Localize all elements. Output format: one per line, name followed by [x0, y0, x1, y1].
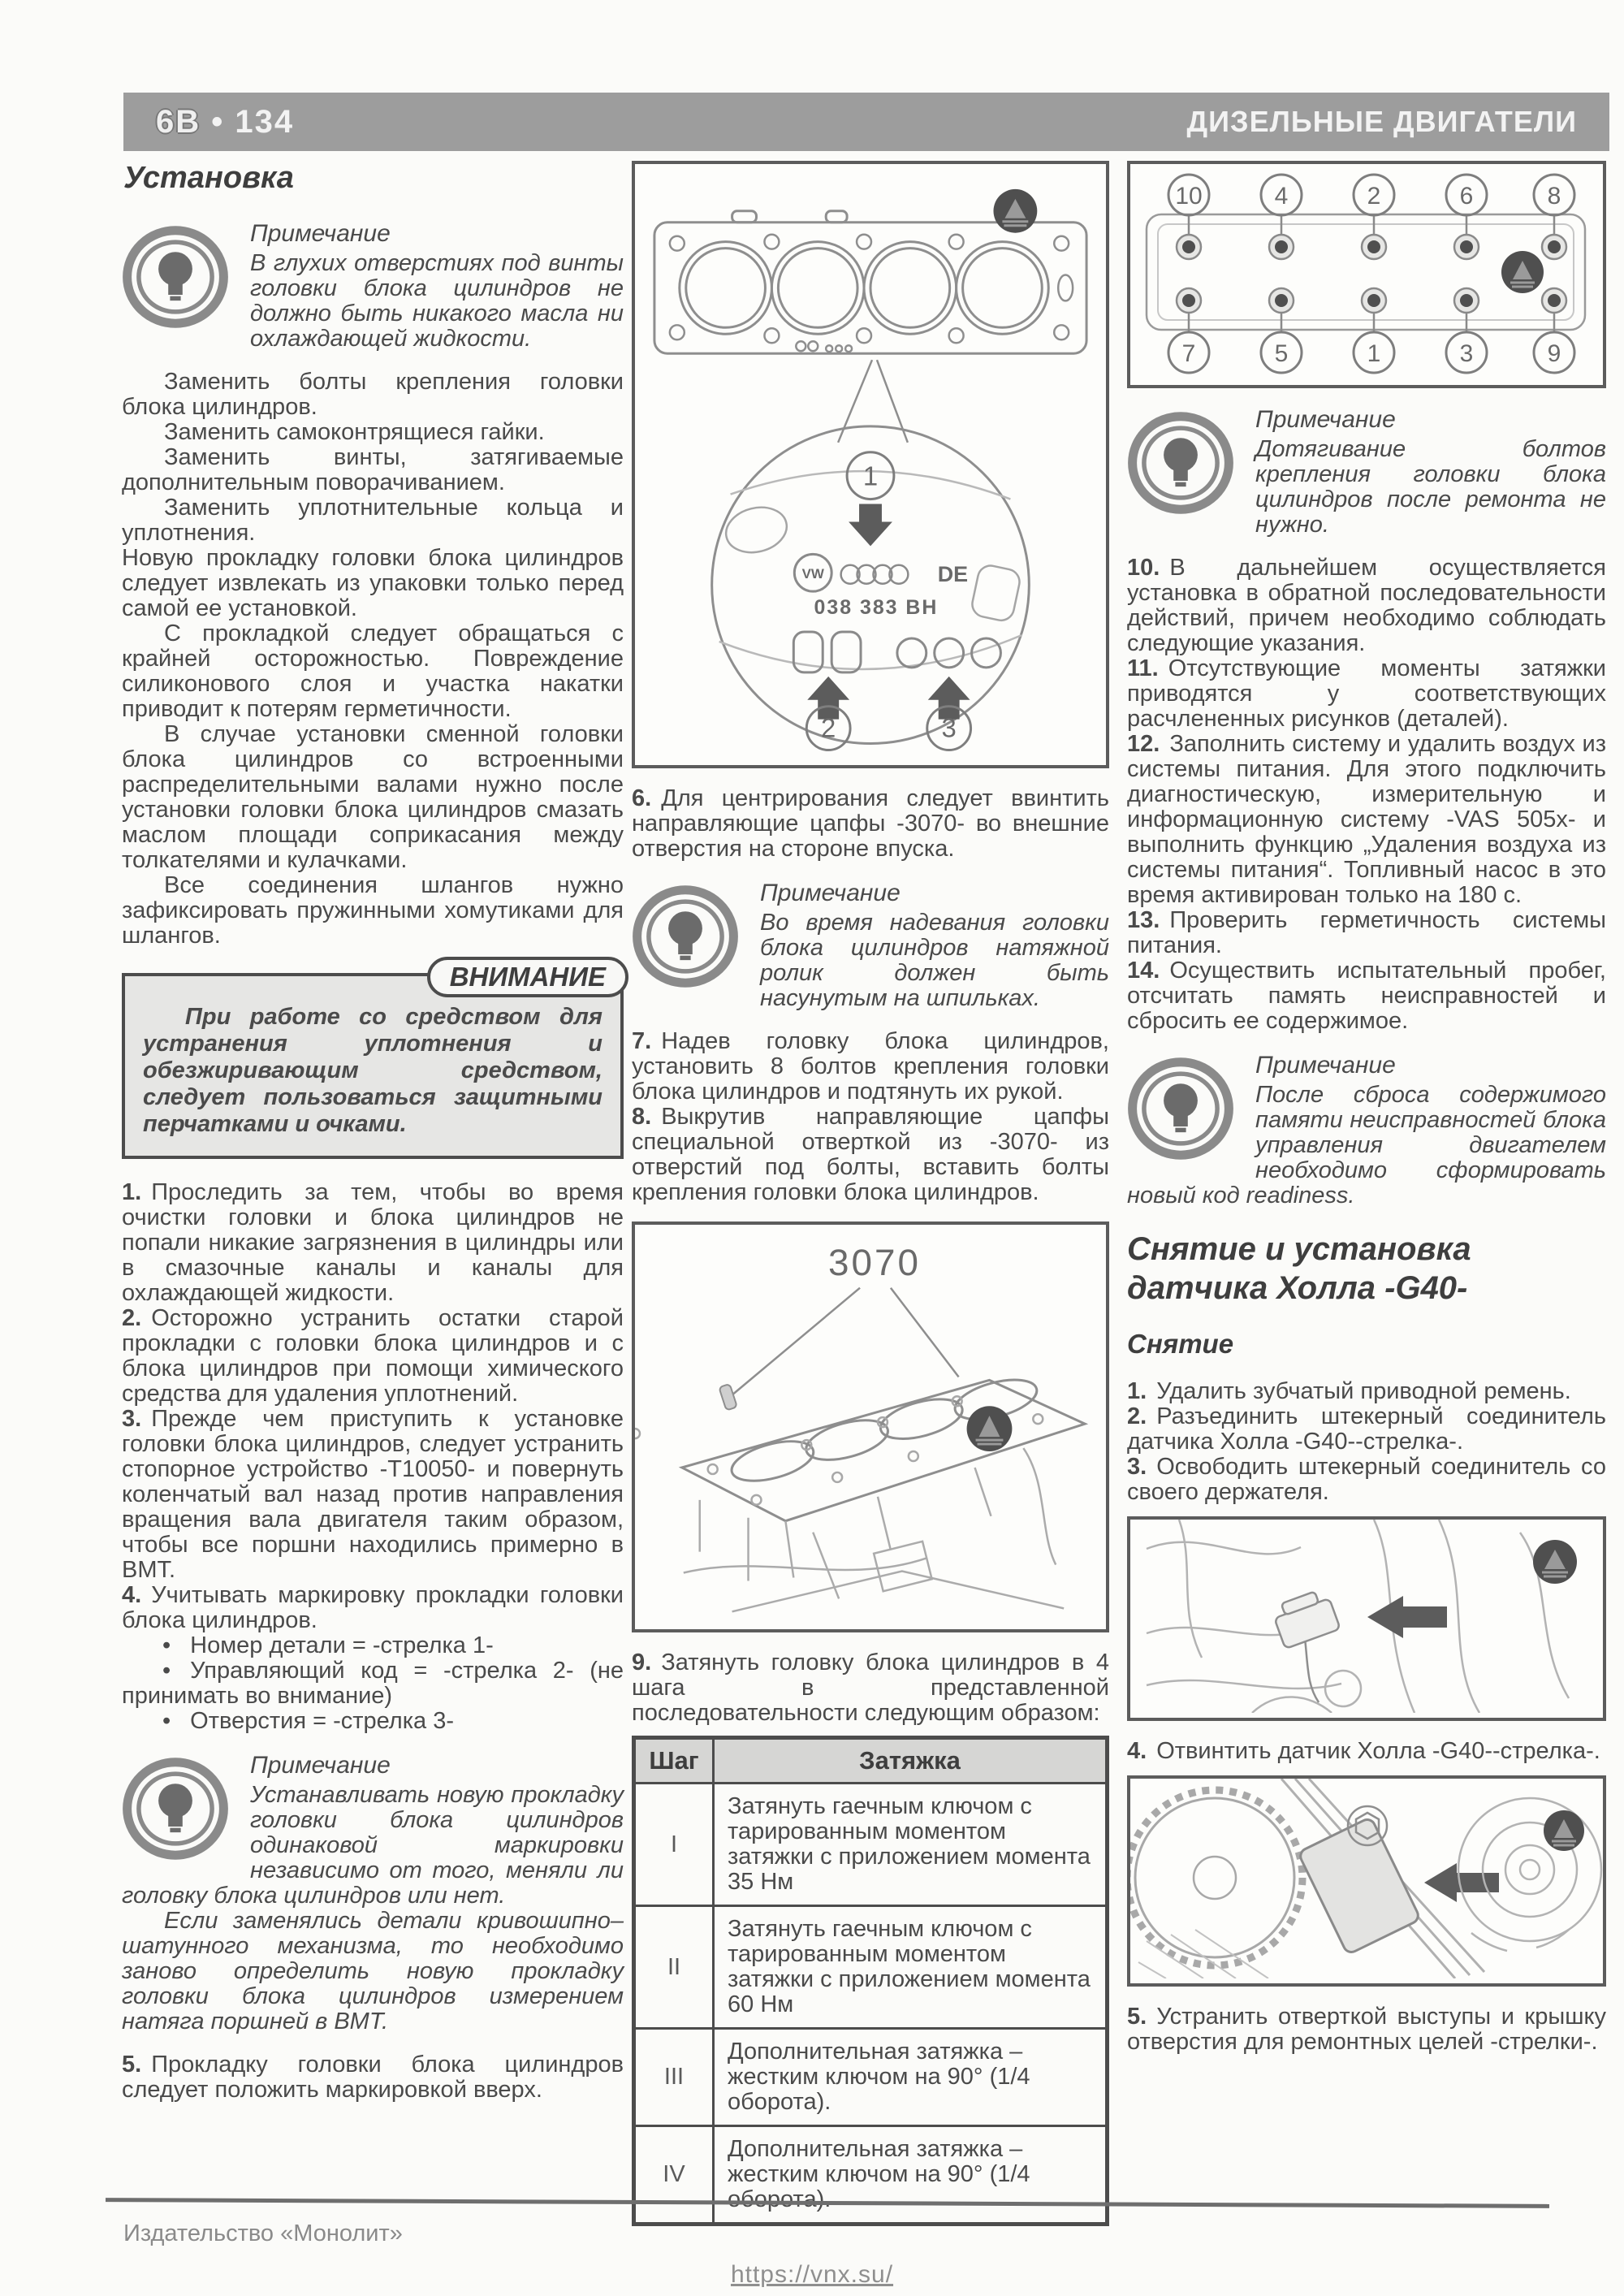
- note-label: Примечание: [250, 1752, 391, 1779]
- warning-label: ВНИМАНИЕ: [427, 957, 628, 997]
- tool-number: 3070: [828, 1241, 921, 1283]
- svg-text:3: 3: [1459, 340, 1474, 367]
- label-lines: [731, 1288, 959, 1397]
- svg-text:VW: VW: [801, 566, 824, 582]
- guide-pins-drawing: [635, 1225, 1106, 1623]
- numbered-step: 4. Отвинтить датчик Холла -G40--стрелка-.: [1127, 1738, 1600, 1764]
- guide-pin: [719, 1384, 737, 1411]
- note-text: После сброса содержимого памяти неисправностей блока управления двигателем необходимо сформировать новый код readiness.: [1127, 1082, 1606, 1209]
- numbered-step: 11. Отсутствующие моменты затяжки приводятся у соответствующих расчлененных рисунков (деталей).: [1127, 655, 1606, 732]
- numbered-step: 3. Прежде чем приступить к установке головки блока цилиндров, следует устранить стопорное устройство -Т10050- и повернуть коленчатый вал назад против направления вращения вала двигателя таким образом, чтобы все поршни находились примерно в ВМТ.: [122, 1406, 624, 1583]
- section-title: Снятие и установка датчика Холла -G40-: [1127, 1231, 1471, 1306]
- table-row: II Затянуть гаечным ключом с тарированным моментом затяжки с приложением момента 60 Нм: [634, 1906, 1108, 2029]
- svg-text:5: 5: [1274, 340, 1289, 367]
- table-row: IV Дополнительная затяжка – жестким ключом на 90° (1/4 оборота).: [634, 2126, 1108, 2225]
- watermark-icon: [993, 189, 1037, 233]
- section-heading: Установка: [123, 161, 294, 195]
- svg-text:8: 8: [1547, 183, 1561, 210]
- timing-gear: [1130, 1790, 1302, 1965]
- bullet-dot: •: [162, 1632, 171, 1658]
- column-header: Шаг: [634, 1738, 714, 1784]
- paragraph: Заменить самоконтрящиеся гайки.: [164, 419, 545, 445]
- numbered-step: 14. Осуществить испытательный пробег, отсчитать память неисправностей и сбросить ее содержимое.: [1127, 958, 1606, 1034]
- watermark-icon: [1501, 251, 1544, 293]
- page-number: 134: [235, 103, 295, 140]
- magnifier-pointer: [838, 360, 908, 443]
- pointer-arrow-icon: [1424, 1863, 1499, 1902]
- page-number-block: [156, 104, 294, 141]
- crosshatch: [1138, 1930, 1268, 1978]
- guide-pins-figure: [632, 1222, 1109, 1632]
- subsection-title: Снятие: [1127, 1329, 1234, 1359]
- tightening-table: [632, 1736, 1109, 2226]
- note-bulb-icon: [1127, 409, 1234, 517]
- table-header-row: [634, 1738, 1108, 1784]
- gasket-on-block: [682, 1373, 1085, 1521]
- watermark-icon: [967, 1406, 1013, 1451]
- svg-text:10: 10: [1175, 183, 1203, 210]
- chapter-title: ДИЗЕЛЬНЫЕ ДВИГАТЕЛИ: [1186, 105, 1577, 138]
- numbered-step: 1. Проследить за тем, чтобы во время очистки головки и блока цилиндров не попали никакие загрязнения в цилиндры или в смазочные каналы и каналы для охлаждающей жидкости.: [122, 1179, 624, 1306]
- gasket-marking-figure: [632, 161, 1109, 768]
- hall-sensor-connector-figure: [1127, 1516, 1606, 1721]
- paragraph: Заменить болты крепления головки блока цилиндров.: [122, 369, 624, 420]
- note-bulb-icon: [122, 1755, 229, 1862]
- numbered-step: 9. Затянуть головку блока цилиндров в 4 шага в представленной последовательности следующим образом:: [632, 1650, 1109, 1726]
- bolt-sequence-drawing: [1130, 164, 1603, 380]
- note-text: Во время надевания головки блока цилиндров натяжной ролик должен быть насунутым на шпильках.: [760, 910, 1109, 1011]
- paragraph: Заменить уплотнительные кольца и уплотнения.: [122, 495, 624, 546]
- separator-dot: •: [211, 103, 225, 140]
- svg-text:9: 9: [1547, 340, 1561, 367]
- note-block: [122, 1752, 624, 2034]
- note-block: [1127, 406, 1606, 538]
- publisher-credit: Издательство «Монолит»: [123, 2220, 403, 2246]
- callout-number: 2: [821, 712, 836, 743]
- marking-detail-circle: [712, 426, 1030, 750]
- numbered-step: 5. Прокладку головки блока цилиндров следует положить маркировкой вверх.: [122, 2052, 624, 2103]
- warning-box: [122, 962, 624, 1159]
- svg-text:2: 2: [1367, 183, 1381, 210]
- note-block: [632, 880, 1109, 1011]
- paragraph: С прокладкой следует обращаться с крайней осторожностью. Повреждение силиконового слоя и участка накатки приводит к потерям герметичности.: [122, 620, 624, 722]
- numbered-step: 10. В дальнейшем осуществляется установка в обратной последовательности действий, причем необходимо соблюдать следующие указания.: [1127, 555, 1606, 656]
- bullet-item: • Управляющий код = -стрелка 2- (не принимать во внимание): [122, 1658, 624, 1709]
- marking-holes: [793, 632, 1000, 672]
- bullet-dot: •: [162, 1658, 171, 1684]
- paragraph: Новую прокладку головки блока цилиндров следует извлекать из упаковки только перед самой ее установкой.: [122, 545, 624, 621]
- callout-number: 3: [941, 712, 957, 743]
- note-text: Если заменялись детали кривошипно–шатунного механизма, то необходимо заново определить новую прокладку головки блока цилиндров измерением натяга поршней в ВМТ.: [122, 1908, 624, 2034]
- watermark-icon: [1533, 1540, 1577, 1584]
- note-bulb-icon: [1127, 1055, 1234, 1162]
- audi-rings-icon: [841, 565, 909, 584]
- note-text: Устанавливать новую прокладку головки блока цилиндров одинаковой маркировки независимо от того, меняли ли головку блока цилиндров или нет.: [122, 1782, 624, 1909]
- svg-text:6: 6: [1459, 183, 1474, 210]
- middle-column: [632, 161, 1109, 2226]
- numbered-step: 4. Учитывать маркировку прокладки головки блока цилиндров.: [122, 1582, 624, 1633]
- vw-logo-icon: [794, 554, 831, 591]
- engine-line-art: [1147, 1520, 1569, 1713]
- paragraph: Все соединения шлангов нужно зафиксировать пружинными хомутиками для шлангов.: [122, 872, 624, 949]
- warning-text: При работе со средством для устранения уплотнения и обезжиривающим средством, следует пользоваться защитными перчатками и очками.: [143, 1004, 603, 1137]
- right-column: [1127, 161, 1606, 2055]
- numbered-step: 1. Удалить зубчатый приводной ремень.: [1127, 1378, 1571, 1404]
- gasket-marking-drawing: [635, 164, 1106, 758]
- numbered-step: 6. Для центрирования следует ввинтить направляющие цапфы -3070- во внешние отверстия на стороне впуска.: [632, 785, 1109, 862]
- site-link[interactable]: https://vnx.su/: [730, 2261, 894, 2288]
- svg-text:1: 1: [1367, 340, 1381, 367]
- country-code: DE: [937, 562, 969, 587]
- watermark-icon: [1544, 1810, 1584, 1851]
- note-label: Примечание: [250, 220, 391, 247]
- connector-photo-drawing: [1130, 1520, 1603, 1713]
- numbered-step: 8. Выкрутив направляющие цапфы специальной отверткой из -3070- из отверстий под болты, вставить болты крепления головки блока цилиндров.: [632, 1104, 1109, 1205]
- table-row: III Дополнительная затяжка – жестким ключом на 90° (1/4 оборота).: [634, 2029, 1108, 2126]
- note-block: [1127, 1052, 1606, 1209]
- numbered-step: 7. Надев головку блока цилиндров, установить 8 болтов крепления головки блока цилиндров и подтянуть их рукой.: [632, 1028, 1109, 1105]
- table-row: I Затянуть гаечным ключом с тарированным моментом затяжки с приложением момента 35 Нм: [634, 1784, 1108, 1906]
- paragraph: В случае установки сменной головки блока цилиндров со встроенными распределительными валами нужно после установки головки блока цилиндров смазать маслом площади соприкасания между толкателями и кулачками.: [122, 721, 624, 873]
- sensor-plate: [1298, 1817, 1420, 1955]
- numbered-step: 3. Освободить штекерный соединитель со своего держателя.: [1127, 1454, 1606, 1505]
- numbered-step: 12. Заполнить систему и удалить воздух из системы питания. Для этого подключить диагностическую, измерительную и информационную систему -VAS 505x- и выполнить функцию „Удаления воздуха из системы питания“. Топливный насос в это время активирован только на 180 с.: [1127, 731, 1606, 908]
- bolt-sequence-figure: [1127, 161, 1606, 388]
- page-header: [123, 93, 1609, 151]
- note-text: В глухих отверстиях под винты головки блока цилиндров не должно быть никакого масла ни охлаждающей жидкости.: [250, 250, 624, 352]
- numbered-step: 2. Осторожно устранить остатки старой прокладки с головки блока цилиндров и с блока цилиндров при помощи химического средства для удаления уплотнений.: [122, 1305, 624, 1407]
- note-label: Примечание: [1255, 1052, 1396, 1079]
- svg-text:7: 7: [1181, 340, 1196, 367]
- bullet-dot: •: [162, 1708, 171, 1734]
- note-bulb-icon: [122, 223, 229, 331]
- svg-text:4: 4: [1274, 183, 1289, 210]
- left-column: [122, 161, 624, 2103]
- pointer-arrow-icon: [1367, 1596, 1447, 1638]
- bullet-item: • Отверстия = -стрелка 3-: [162, 1708, 455, 1734]
- engine-block-lines: [684, 1448, 1064, 1611]
- note-label: Примечание: [760, 880, 901, 906]
- numbered-step: 5. Устранить отверткой выступы и крышку отверстия для ремонтных целей -стрелки-.: [1127, 2004, 1606, 2055]
- note-label: Примечание: [1255, 406, 1396, 433]
- note-block: [122, 220, 624, 352]
- column-header: Затяжка: [714, 1738, 1108, 1784]
- note-text: Дотягивание болтов крепления головки блока цилиндров после ремонта не нужно.: [1255, 436, 1606, 538]
- paragraph: Заменить винты, затягиваемые дополнительным поворачиванием.: [122, 444, 624, 495]
- part-number: 038 383 BH: [814, 596, 939, 620]
- numbered-step: 13. Проверить герметичность системы питания.: [1127, 907, 1606, 958]
- hall-sensor-figure: [1127, 1775, 1606, 1987]
- numbered-step: 2. Разъединить штекерный соединитель датчика Холла -G40--стрелка-.: [1127, 1403, 1606, 1455]
- bullet-item: • Номер детали = -стрелка 1-: [162, 1632, 494, 1658]
- sensor-photo-drawing: [1130, 1779, 1603, 1978]
- section-code: 6B: [156, 103, 201, 140]
- note-bulb-icon: [632, 883, 739, 990]
- callout-arrow-icon: [849, 504, 892, 547]
- callout-number: 1: [862, 460, 879, 491]
